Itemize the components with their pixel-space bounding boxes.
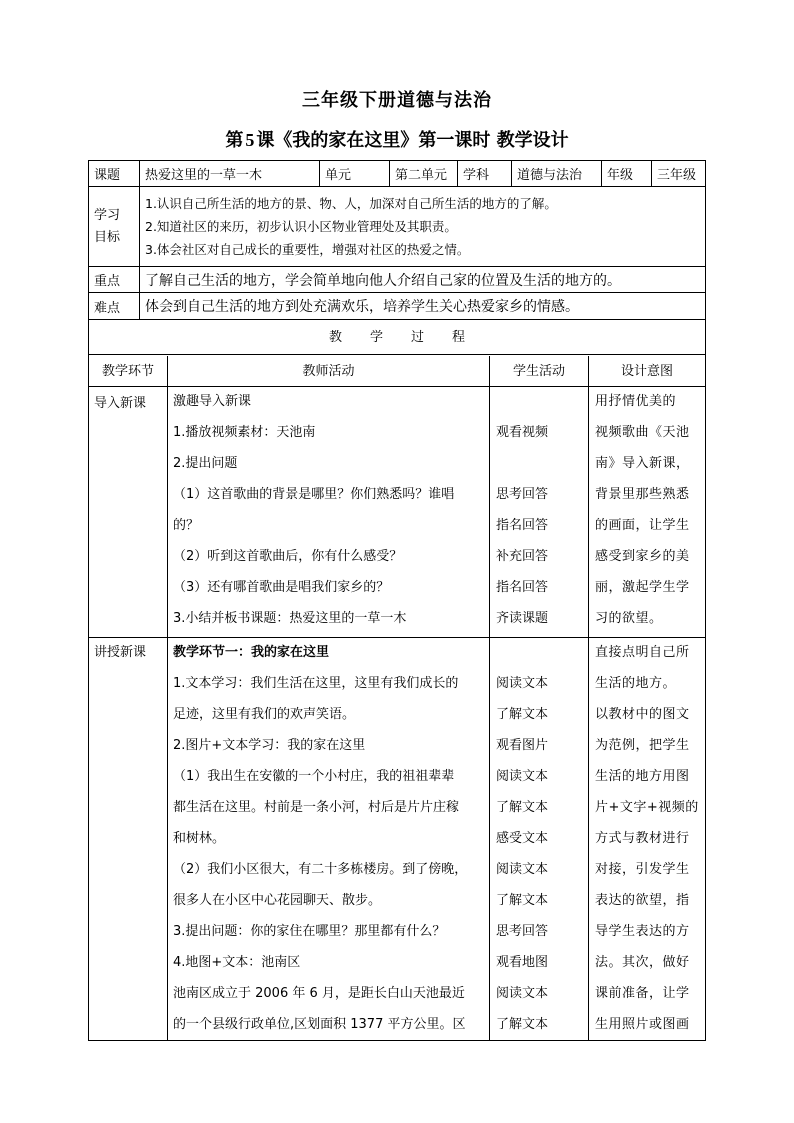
intent-line: 片+文字+视频的 — [595, 800, 699, 815]
column-header-stage: 教学环节 — [89, 356, 167, 387]
student-line: 补充回答 — [496, 549, 549, 564]
topic-row — [89, 161, 705, 187]
goals-label — [89, 187, 140, 266]
intent-line: 为范例，把学生 — [595, 738, 690, 753]
intent-line: 的画面，让学生 — [595, 518, 690, 533]
intent-line: 课前准备，让学 — [595, 986, 690, 1001]
document-subtitle — [0, 126, 794, 152]
column-header-teacher: 教师活动 — [168, 356, 489, 387]
teacher-line: 很多人在小区中心花园聊天、散步。 — [173, 893, 382, 908]
intent-line: 丽，激起学生学 — [595, 580, 690, 595]
key-point-label: 重点 — [89, 267, 140, 292]
student-line: 感受文本 — [496, 831, 549, 846]
teacher-line: （2）听到这首歌曲后，你有什么感受？ — [173, 549, 403, 564]
goal-item: 3.体会社区对自己成长的重要性，增强对社区的热爱之情。 — [145, 242, 470, 257]
student-activity — [496, 386, 586, 634]
lesson-number: 5 — [245, 130, 255, 150]
intent-line: 生活的地方。 — [595, 676, 677, 691]
topic-label: 课题 — [89, 161, 140, 186]
goals-label-line-2: 目标 — [94, 229, 121, 245]
intent-line: 用抒情优美的 — [595, 394, 677, 409]
teacher-line: （1）我出生在安徽的一个小村庄，我的祖祖辈辈 — [173, 769, 455, 784]
process-title: 教学过程 — [89, 320, 705, 355]
stage-label: 讲授新课 — [94, 645, 147, 660]
subject-label: 学科 — [458, 161, 512, 186]
intent-line: 方式与教材进行 — [595, 831, 690, 846]
teacher-line: 和树林。 — [173, 831, 226, 846]
design-intent — [595, 386, 699, 634]
design-intent — [595, 637, 699, 1040]
student-line: 了解文本 — [496, 800, 549, 815]
goals-label-line-1: 学习 — [94, 207, 121, 223]
student-line: 了解文本 — [496, 893, 549, 908]
intent-line: 导学生表达的方 — [595, 924, 690, 939]
stage-label: 导入新课 — [94, 396, 147, 411]
teacher-line: 1.文本学习：我们生活在这里，这里有我们成长的 — [173, 676, 459, 691]
topic-value: 热爱这里的一草一木 — [140, 161, 320, 186]
teacher-line: 教学环节一：我的家在这里 — [173, 645, 330, 660]
intent-line: 法。其次，做好 — [595, 955, 690, 970]
teacher-line: 池南区成立于 2006 年 6 月，是距长白山天池最近 — [173, 986, 465, 1001]
difficult-point-row — [89, 293, 705, 320]
teacher-line: 3.小结并板书课题：热爱这里的一草一木 — [173, 611, 407, 626]
teacher-line: 2.图片+文本学习：我的家在这里 — [173, 738, 366, 753]
lesson-info-table — [88, 160, 706, 320]
student-line: 观看视频 — [496, 425, 549, 440]
student-line: 了解文本 — [496, 1017, 549, 1032]
goal-item: 2.知道社区的来历，初步认识小区物业管理处及其职责。 — [145, 219, 457, 234]
teacher-line: （2）我们小区很大，有二十多栋楼房。到了傍晚， — [173, 862, 468, 877]
teacher-line: 2.提出问题 — [173, 456, 238, 471]
unit-label: 单元 — [320, 161, 390, 186]
intent-line: 表达的欲望，指 — [595, 893, 690, 908]
teacher-line: 激趣导入新课 — [173, 394, 252, 409]
teacher-activity — [173, 637, 483, 1040]
column-header-student: 学生活动 — [490, 356, 588, 387]
teacher-line: 的一个县级行政单位,区划面积 1377 平方公里。区 — [173, 1017, 466, 1032]
student-line: 阅读文本 — [496, 676, 549, 691]
subject-value: 道德与法治 — [512, 161, 602, 186]
grade-value: 三年级 — [657, 168, 697, 183]
teacher-line: 足迹，这里有我们的欢声笑语。 — [173, 707, 356, 722]
intent-line: 习的欲望。 — [595, 611, 663, 626]
student-line — [496, 448, 586, 479]
student-line: 指名回答 — [496, 580, 549, 595]
difficult-point-value: 体会到自己生活的地方到处充满欢乐，培养学生关心热爱家乡的情感。 — [145, 299, 579, 315]
student-line: 观看图片 — [496, 738, 549, 753]
column-divider — [167, 356, 168, 1040]
teacher-line: 都生活在这里。村前是一条小河，村后是片片庄稼 — [173, 800, 460, 815]
teacher-activity — [173, 386, 483, 634]
student-line: 指名回答 — [496, 518, 549, 533]
teacher-line: （1）这首歌曲的背景是哪里？你们熟悉吗？谁唱 — [173, 487, 455, 502]
student-activity — [496, 637, 586, 1040]
student-line: 了解文本 — [496, 707, 549, 722]
student-line: 阅读文本 — [496, 986, 549, 1001]
intent-line: 以教材中的图文 — [595, 707, 690, 722]
teacher-line: 3.提出问题：你的家住在哪里？那里都有什么？ — [173, 924, 446, 939]
intent-line: 生用照片或图画 — [595, 1017, 690, 1032]
student-line: 思考回答 — [496, 487, 549, 502]
subtitle-rest: 课《我的家在这里》第一课时 教学设计 — [256, 130, 569, 151]
teacher-line: 的？ — [173, 518, 200, 533]
intent-line: 背景里那些熟悉 — [595, 487, 690, 502]
intent-line: 感受到家乡的美 — [595, 549, 690, 564]
teacher-line: （3）还有哪首歌曲是唱我们家乡的？ — [173, 580, 390, 595]
subtitle-prefix: 第 — [225, 130, 244, 151]
intent-line: 视频歌曲《天池 — [595, 425, 690, 440]
student-line: 阅读文本 — [496, 769, 549, 784]
teacher-line: 1.播放视频素材：天池南 — [173, 425, 316, 440]
goals-list — [140, 187, 705, 266]
intent-line: 南》导入新课， — [595, 456, 690, 471]
student-line: 思考回答 — [496, 924, 549, 939]
column-divider — [489, 356, 490, 1040]
teacher-line: 4.地图+文本：池南区 — [173, 955, 301, 970]
student-line: 观看地图 — [496, 955, 549, 970]
student-line — [496, 386, 586, 417]
grade-label: 年级 — [602, 161, 652, 186]
student-line — [496, 637, 586, 668]
unit-value: 第二单元 — [390, 161, 458, 186]
teaching-process-table — [88, 319, 706, 1041]
intent-line: 直接点明自己所 — [595, 645, 690, 660]
student-line: 齐读课题 — [496, 611, 549, 626]
intent-line: 生活的地方用图 — [595, 769, 690, 784]
goal-item: 1.认识自己所生活的地方的景、物、人，加深对自己所生活的地方的了解。 — [145, 196, 557, 211]
difficult-point-label: 难点 — [89, 293, 140, 319]
goals-row — [89, 187, 705, 267]
key-point-value: 了解自己生活的地方，学会简单地向他人介绍自己家的位置及生活的地方的。 — [145, 272, 621, 289]
intent-line: 对接，引发学生 — [595, 862, 690, 877]
document-title: 三年级下册道德与法治 — [302, 90, 492, 111]
key-point-row — [89, 267, 705, 293]
column-header-intent: 设计意图 — [589, 356, 705, 387]
column-divider — [588, 356, 589, 1040]
student-line: 阅读文本 — [496, 862, 549, 877]
